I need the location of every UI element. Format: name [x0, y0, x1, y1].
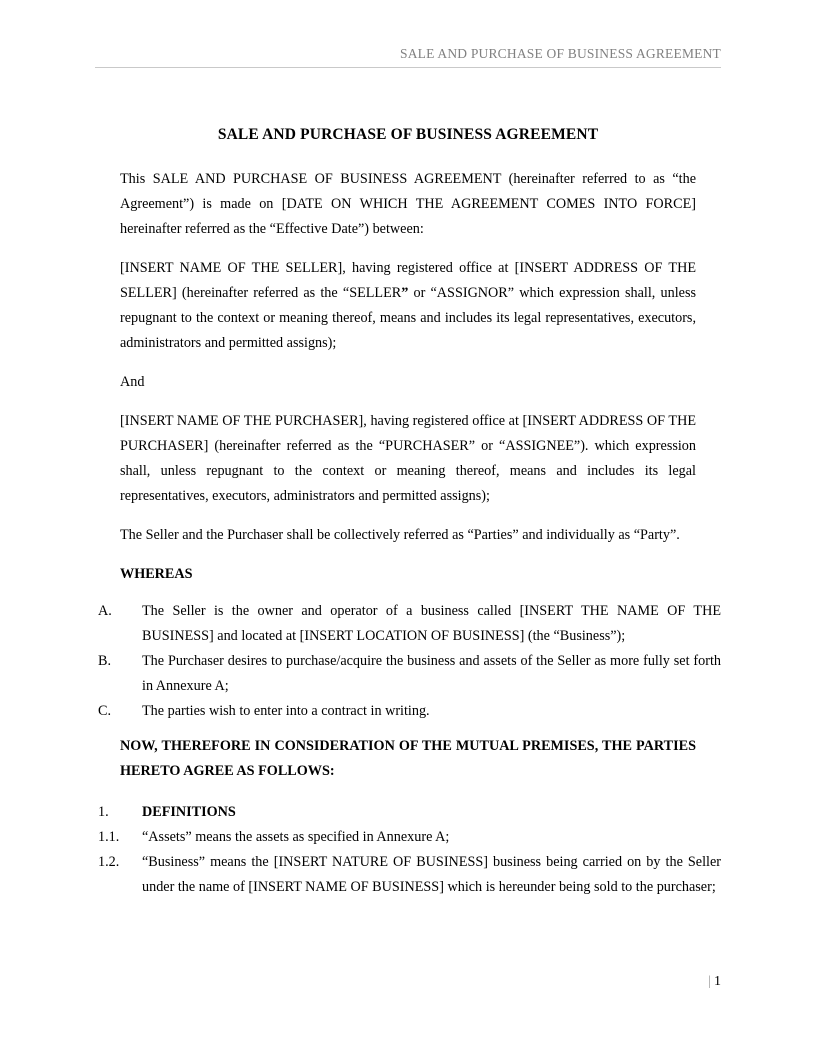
- clause-marker: 1.1.: [98, 829, 120, 845]
- running-header: [95, 45, 721, 68]
- page-title: SALE AND PURCHASE OF BUSINESS AGREEMENT: [217, 126, 599, 143]
- page-footer: [95, 972, 721, 992]
- footer-separator: |: [708, 974, 711, 989]
- recital-marker: C.: [98, 703, 112, 719]
- now-therefore-heading: NOW, THEREFORE IN CONSIDERATION OF THE MUTUAL PREMISES, THE PARTIES HERETO AGREE AS FOLLOWS:: [120, 738, 696, 779]
- definitions-clause-list: [95, 825, 721, 900]
- recital-marker: A.: [98, 603, 112, 619]
- seller-text-part1: [INSERT NAME OF THE SELLER], having registered office at [INSERT ADDRESS OF THE SELLER] (hereinafter referred as the “SELLER: [120, 260, 696, 301]
- seller-bold-quote: ”: [401, 285, 409, 301]
- recitals-list: [95, 599, 721, 724]
- section-heading-row: [95, 800, 721, 825]
- clause-1-1: [95, 825, 721, 850]
- running-header-title: SALE AND PURCHASE OF BUSINESS AGREEMENT: [400, 46, 721, 61]
- clause-1-2: [95, 850, 721, 900]
- recital-text: The Seller is the owner and operator of a business called [INSERT THE NAME OF THE BUSINESS] and located at [INSERT LOCATION OF BUSINESS] (the “Business”);: [142, 603, 721, 644]
- clause-marker: 1.2.: [98, 854, 120, 870]
- whereas-heading: WHEREAS: [120, 566, 193, 582]
- paragraph-and: And: [120, 374, 145, 390]
- recital-item-b: [95, 649, 721, 699]
- header-divider: [95, 67, 721, 68]
- clause-text: “Assets” means the assets as specified in Annexure A;: [142, 829, 450, 845]
- recital-text: The parties wish to enter into a contract in writing.: [142, 703, 430, 719]
- recital-item-c: [95, 699, 721, 724]
- paragraph-parties: The Seller and the Purchaser shall be collectively referred as “Parties” and individually as “Party”.: [120, 527, 680, 543]
- recital-text: The Purchaser desires to purchase/acquire the business and assets of the Seller as more fully set forth in Annexure A;: [142, 653, 721, 694]
- paragraph-seller: [120, 256, 696, 356]
- recital-marker: B.: [98, 653, 112, 669]
- seller-text-part2: or “ASSIGNOR” which expression shall, unless repugnant to the context or meaning thereof, means and includes its legal representatives, executors, administrators and permitted assigns);: [120, 285, 696, 351]
- paragraph-intro: This SALE AND PURCHASE OF BUSINESS AGREEMENT (hereinafter referred to as “the Agreement”) is made on [DATE ON WHICH THE AGREEMENT COMES INTO FORCE] hereinafter referred as the “Effective Date”) between:: [120, 171, 696, 237]
- clause-text: “Business” means the [INSERT NATURE OF BUSINESS] business being carried on by the Seller under the name of [INSERT NAME OF BUSINESS] which is hereunder being sold to the purchaser;: [142, 854, 721, 895]
- section-marker: 1.: [98, 804, 109, 820]
- page-number: 1: [714, 974, 721, 989]
- recital-item-a: [95, 599, 721, 649]
- section-heading-label: DEFINITIONS: [142, 804, 236, 820]
- paragraph-purchaser: [INSERT NAME OF THE PURCHASER], having registered office at [INSERT ADDRESS OF THE PURCHASER] (hereinafter referred as the “PURCHASER” or “ASSIGNEE”). which expression shall, unless repugnant to the context or meaning thereof, means and includes its legal representatives, executors, administrators and permitted assigns);: [120, 413, 696, 504]
- document-body: [95, 122, 721, 900]
- section-definitions: [95, 800, 721, 900]
